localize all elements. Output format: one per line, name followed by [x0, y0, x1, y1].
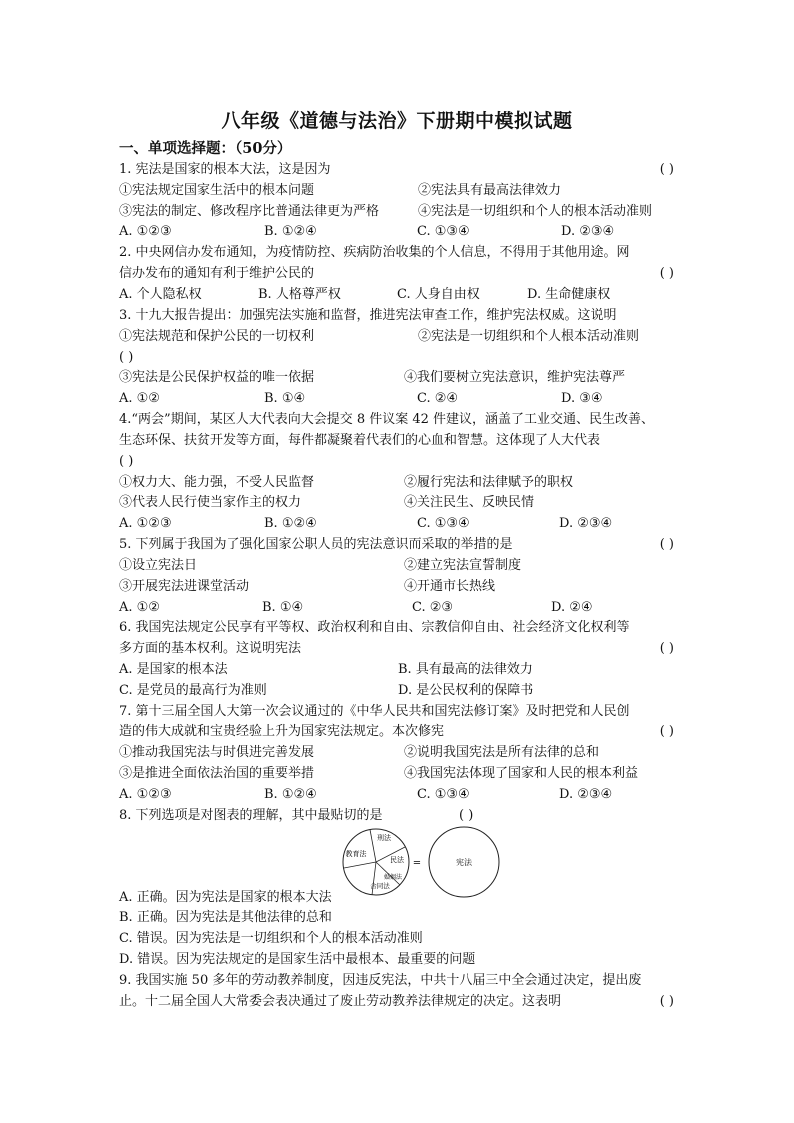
q4-option-b: B. ①②④	[264, 516, 317, 531]
q4-stem-line-2: 生态环保、扶贫开发等方面，每件都凝聚着代表们的心血和智慧。这体现了人大代表	[119, 433, 601, 448]
q7-answer-blank: ( )	[659, 724, 674, 739]
q7-statement-1: ①推动我国宪法与时俱进完善发展	[119, 745, 315, 760]
q1-option-a: A. ①②③	[119, 224, 172, 239]
q5-statement-4: ④开通市长热线	[404, 579, 496, 594]
q3-option-d: D. ③④	[561, 391, 603, 406]
q6-stem-line-2: 多方面的基本权利。这说明宪法	[119, 641, 302, 656]
section-heading: 一、单项选择题：（50分）	[119, 140, 292, 157]
q3-statement-2: ②宪法是一切组织和个人根本活动准则	[418, 329, 640, 344]
q5-answer-blank: ( )	[659, 537, 674, 552]
q8-option-d: D. 错误。因为宪法规定的是国家生活中最根本、最重要的问题	[119, 952, 476, 967]
q1-statement-1: ①宪法规定国家生活中的根本问题	[119, 183, 315, 198]
q7-stem-line-1: 7. 第十三届全国人大第一次会议通过的《中华人民共和国宪法修订案》及时把党和人民创	[119, 704, 630, 719]
q2-stem-line-2: 信办发布的通知有利于维护公民的	[119, 266, 315, 281]
q2-option-b: B. 人格尊严权	[258, 287, 341, 302]
q8-option-b: B. 正确。因为宪法是其他法律的总和	[119, 910, 332, 925]
q5-option-b: B. ①④	[262, 600, 304, 615]
q6-answer-blank: ( )	[659, 641, 674, 656]
q6-option-b: B. 具有最高的法律效力	[398, 662, 533, 677]
page-title: 八年级《道德与法治》下册期中模拟试题	[221, 110, 573, 132]
q5-statement-3: ③开展宪法进课堂活动	[119, 579, 250, 594]
q5-statement-2: ②建立宪法宣誓制度	[404, 558, 522, 573]
q6-option-d: D. 是公民权利的保障书	[398, 683, 534, 698]
pie-label-marriage-law: 婚姻法	[383, 874, 403, 881]
q2-answer-blank: ( )	[659, 266, 674, 281]
pie-label-contract-law: 合同法	[370, 882, 390, 890]
q8-option-c: C. 错误。因为宪法是一切组织和个人的根本活动准则	[119, 931, 423, 946]
q8-diagram	[340, 826, 505, 898]
q1-stem: 1. 宪法是国家的根本大法，这是因为	[119, 162, 331, 177]
q8-answer-blank: ( )	[459, 808, 474, 823]
q1-statement-4: ④宪法是一切组织和个人的根本活动准则	[418, 204, 653, 219]
q4-statement-2: ②履行宪法和法律赋予的职权	[404, 475, 574, 490]
q5-stem: 5. 下列属于我国为了强化国家公职人员的宪法意识而采取的举措的是	[119, 537, 513, 552]
q1-statement-3: ③宪法的制定、修改程序比普通法律更为严格	[119, 204, 380, 219]
q2-option-d: D. 生命健康权	[527, 287, 611, 302]
q4-answer-blank: ( )	[119, 454, 134, 469]
q7-option-a: A. ①②③	[119, 787, 172, 802]
q3-statement-4: ④我们要树立宪法意识，维护宪法尊严	[404, 370, 626, 385]
q7-statement-4: ④我国宪法体现了国家和人民的根本利益	[404, 766, 639, 781]
q5-option-a: A. ①②	[119, 600, 160, 615]
q4-statement-1: ①权力大、能力强，不受人民监督	[119, 475, 315, 490]
q3-statement-1: ①宪法规范和保护公民的一切权利	[119, 329, 315, 344]
q3-answer-blank: ( )	[119, 350, 134, 365]
q1-option-b: B. ①②④	[264, 224, 317, 239]
q3-option-b: B. ①④	[264, 391, 306, 406]
q3-option-a: A. ①②	[119, 391, 160, 406]
q7-stem-line-2: 造的伟大成就和宝贵经验上升为国家宪法规定。本次修宪	[119, 724, 445, 739]
q1-option-d: D. ②③④	[561, 224, 615, 239]
q5-statement-1: ①设立宪法日	[119, 558, 198, 573]
q4-option-d: D. ②③④	[559, 516, 613, 531]
q2-option-a: A. 个人隐私权	[119, 287, 202, 302]
q5-option-d: D. ②④	[551, 600, 593, 615]
q3-stem: 3. 十九大报告提出：加强宪法实施和监督，推进宪法审查工作，维护宪法权威。这说明	[119, 308, 617, 323]
q7-option-d: D. ②③④	[559, 787, 613, 802]
q6-option-c: C. 是党员的最高行为准则	[119, 683, 267, 698]
q3-option-c: C. ②④	[417, 391, 459, 406]
q6-option-a: A. 是国家的根本法	[119, 662, 228, 677]
q6-stem-line-1: 6. 我国宪法规定公民享有平等权、政治权利和自由、宗教信仰自由、社会经济文化权利等	[119, 620, 630, 635]
q7-statement-3: ③是推进全面依法治国的重要举措	[119, 766, 315, 781]
q1-answer-blank: ( )	[659, 162, 674, 177]
q4-option-c: C. ①③④	[417, 516, 470, 531]
q5-option-c: C. ②③	[412, 600, 454, 615]
q1-statement-2: ②宪法具有最高法律效力	[418, 183, 562, 198]
q9-answer-blank: ( )	[659, 994, 674, 1009]
pie-label-criminal-law: 刑法	[377, 834, 391, 842]
q4-statement-4: ④关注民生、反映民情	[404, 495, 535, 510]
q4-stem-line-1: 4.“两会”期间，某区人大代表向大会提交 8 件议案 42 件建议，涵盖了工业交通、民生改善、	[119, 412, 655, 427]
q4-statement-3: ③代表人民行使当家作主的权力	[119, 495, 302, 510]
q7-option-b: B. ①②④	[264, 787, 317, 802]
q9-stem-line-1: 9. 我国实施 50 多年的劳动教养制度，因违反宪法，中共十八届三中全会通过决定，提出废	[119, 973, 642, 988]
q3-statement-3: ③宪法是公民保护权益的唯一依据	[119, 370, 315, 385]
q8-stem: 8. 下列选项是对图表的理解，其中最贴切的是	[119, 808, 383, 823]
pie-label-civil-law: 民法	[390, 856, 404, 864]
equals-sign: =	[412, 858, 422, 869]
q8-option-a: A. 正确。因为宪法是国家的根本大法	[119, 890, 332, 905]
q9-stem-line-2: 止。十二届全国人大常委会表决通过了废止劳动教养法律规定的决定。这表明	[119, 994, 562, 1009]
constitution-circle-label: 宪法	[456, 858, 472, 867]
q7-option-c: C. ①③④	[417, 787, 470, 802]
q1-option-c: C. ①③④	[417, 224, 470, 239]
q4-option-a: A. ①②③	[119, 516, 172, 531]
q2-stem-line-1: 2. 中央网信办发布通知，为疫情防控、疾病防治收集的个人信息，不得用于其他用途。网	[119, 245, 630, 260]
pie-label-education-law: 教育法	[345, 850, 367, 858]
q7-statement-2: ②说明我国宪法是所有法律的总和	[404, 745, 600, 760]
q2-option-c: C. 人身自由权	[397, 287, 480, 302]
